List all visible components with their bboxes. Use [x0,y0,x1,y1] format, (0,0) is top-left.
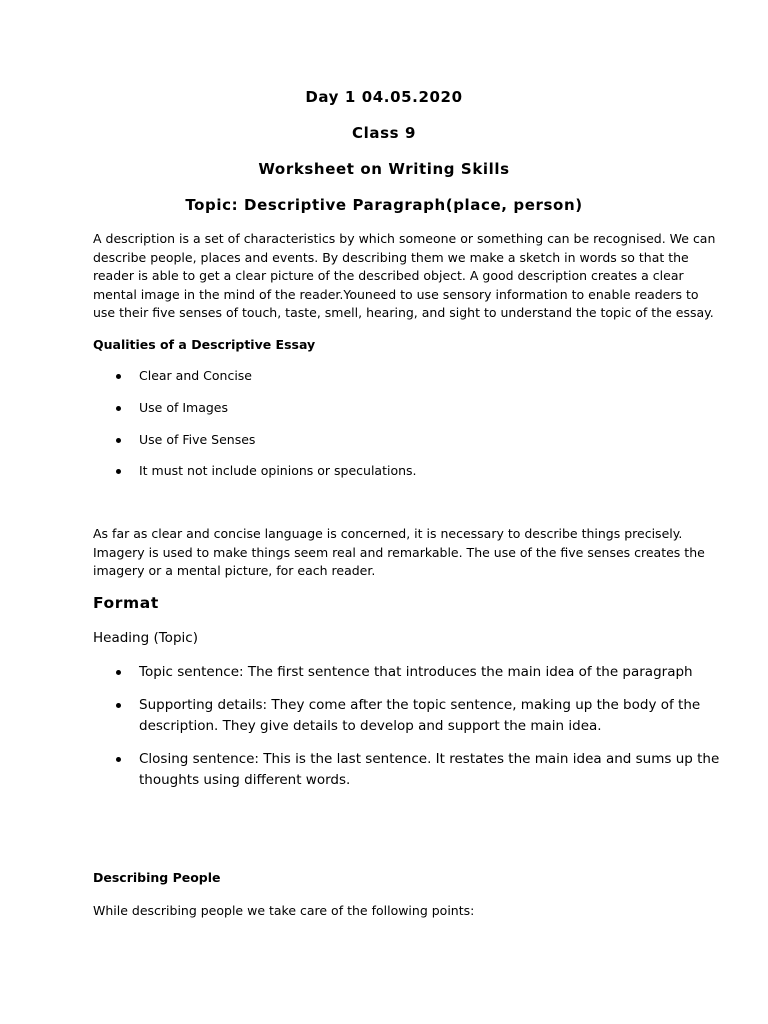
intro-paragraph-line: describe people, places and events. By describing them we make a sketch in words so that the [93,249,689,265]
intro-paragraph-line: mental image in the mind of the reader.Youneed to use sensory information to enable readers to [93,286,699,302]
list-item-text: description. They give details to develop and support the main idea. [139,718,602,734]
list-item-text: It must not include opinions or speculations. [139,463,417,478]
bullet-icon [116,406,121,411]
list-item-text: Use of Images [139,400,229,415]
class-heading: Class 9 [352,124,416,142]
bullet-icon [116,438,121,443]
qualities-title: Qualities of a Descriptive Essay [93,337,316,352]
intro-paragraph-line: use their five senses of touch, taste, smell, hearing, and sight to understand the topic of the essay. [93,305,714,320]
bullet-icon [116,757,121,762]
format-subheading: Heading (Topic) [93,630,198,646]
bullet-icon [116,670,121,675]
concise-paragraph-line: Imagery is used to make things seem real and remarkable. The use of the five senses creates the [93,544,705,560]
bullet-icon [116,469,121,474]
topic-heading: Topic: Descriptive Paragraph(place, person) [185,196,583,214]
day-date-heading: Day 1 04.05.2020 [305,88,463,106]
describing-people-title: Describing People [93,870,221,885]
list-item-text: Clear and Concise [139,368,253,383]
concise-paragraph-line: As far as clear and concise language is concerned, it is necessary to describe things precisely. [93,526,683,541]
list-item-text: Supporting details: They come after the topic sentence, making up the body of the [139,697,701,713]
list-item-text: thoughts using different words. [139,772,351,788]
intro-paragraph-line: A description is a set of characteristics by which someone or something can be recognised. We can [93,231,716,246]
bullet-icon [116,374,121,379]
list-item-text: Topic sentence: The first sentence that introduces the main idea of the paragraph [139,664,693,680]
concise-paragraph-line: imagery or a mental picture, for each reader. [93,563,376,578]
describing-people-intro: While describing people we take care of the following points: [93,903,475,918]
intro-paragraph-line: reader is able to get a clear picture of the described object. A good description creates a clear [93,268,684,283]
bullet-icon [116,703,121,708]
list-item-text: Use of Five Senses [139,432,256,447]
list-item-text: Closing sentence: This is the last sentence. It restates the main idea and sums up the [139,751,720,767]
worksheet-title: Worksheet on Writing Skills [258,160,510,178]
format-title: Format [93,594,159,612]
